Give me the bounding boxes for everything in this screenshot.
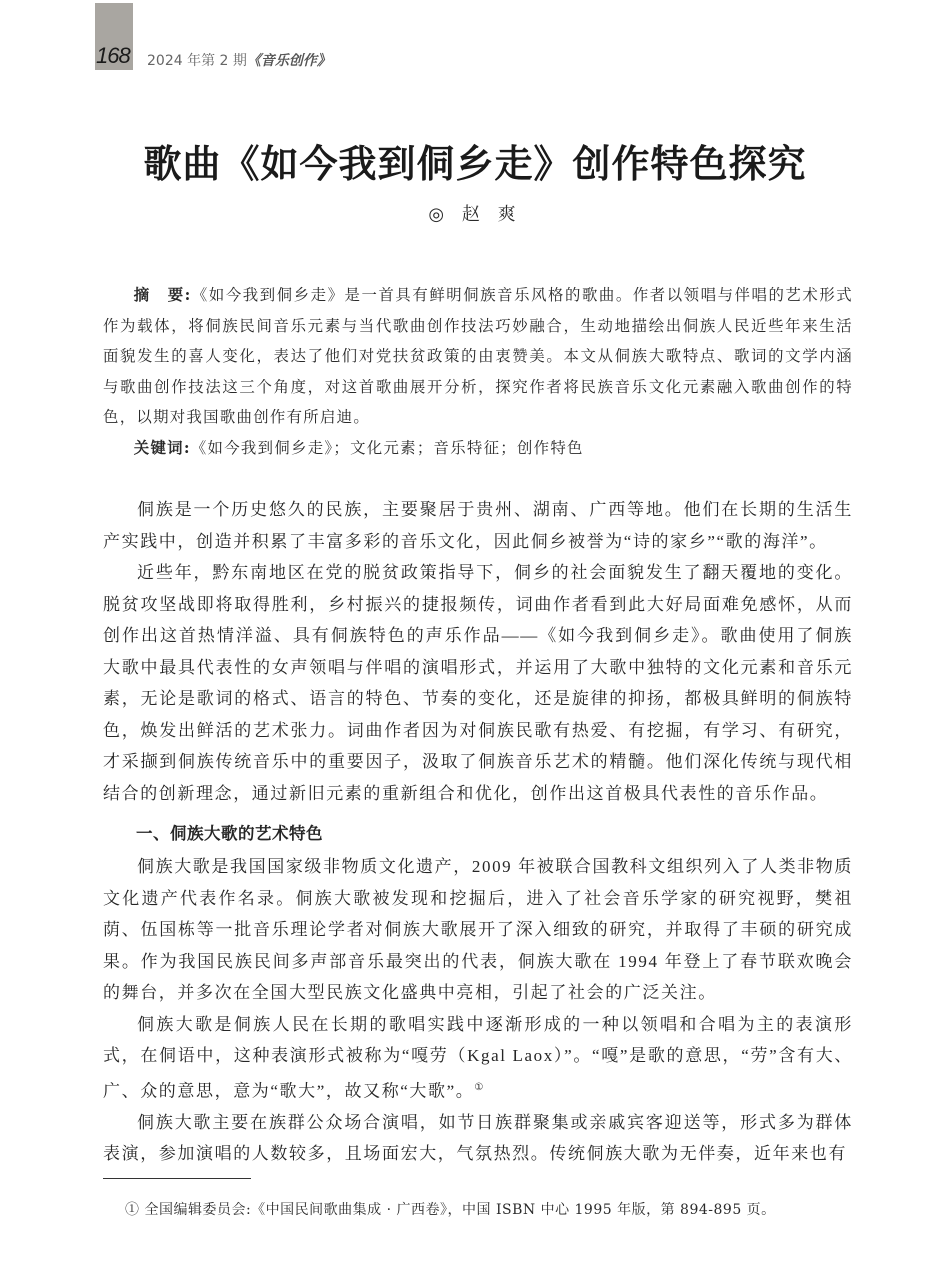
body-paragraph: 侗族大歌主要在族群公众场合演唱，如节日族群聚集或亲戚宾客迎送等，形式多为群体表演，参加演唱的人数较多，且场面宏大，气氛热烈。传统侗族大歌为无伴奏，近年来也有 (103, 1112, 853, 1164)
author-name: 赵 爽 (461, 204, 522, 225)
body-paragraph-text: 侗族大歌是侗族人民在长期的歌唱实践中逐渐形成的一种以领唱和合唱为主的表演形式，在侗语中，这种表演形式被称为“嘎劳（Kgal Laox）”。“嘎”是歌的意思，“劳”含有大、广、众的意思，意为“歌大”，故又称“大歌”。 (103, 1014, 853, 1101)
body-paragraph: 近些年，黔东南地区在党的脱贫政策指导下，侗乡的社会面貌发生了翻天覆地的变化。脱贫攻坚战即将取得胜利，乡村振兴的捷报频传，词曲作者看到此大好局面难免感怀，从而创作出这首热情洋溢、具有侗族特色的声乐作品——《如今我到侗乡走》。歌曲使用了侗族大歌中最具代表性的女声领唱与伴唱的演唱形式，并运用了大歌中独特的文化元素和音乐元素，无论是歌词的格式、语言的特色、节奏的变化，还是旋律的抑扬，都极具鲜明的侗族特色，焕发出鲜活的艺术张力。词曲作者因为对侗族民歌有热爱、有挖掘，有学习、有研究，才采撷到侗族传统音乐中的重要因子，汲取了侗族音乐艺术的精髓。他们深化传统与现代相结合的创新理念，通过新旧元素的重新组合和优化，创作出这首极具代表性的音乐作品。 (103, 563, 853, 803)
footnote: ① 全国编辑委员会:《中国民间歌曲集成 · 广西卷》，中国 ISBN 中心 1995 年版，第 894-895 页。 (125, 1202, 776, 1218)
abstract-paragraph (103, 280, 853, 433)
keywords-label: 关键词: (133, 438, 191, 457)
section-heading: 一、侗族大歌的艺术特色 (136, 824, 323, 843)
issue-label: 2024 年第 2 期 (147, 53, 247, 69)
body-paragraph: 侗族大歌是我国国家级非物质文化遗产，2009 年被联合国教科文组织列入了人类非物质文化遗产代表作名录。侗族大歌被发现和挖掘后，进入了社会音乐学家的研究视野，樊祖荫、伍国栋等一批音乐理论学者对侗族大歌展开了深入细致的研究，并取得了丰硕的研究成果。作为我国民族民间多声部音乐最突出的代表，侗族大歌在 1994 年登上了春节联欢晚会的舞台，并多次在全国大型民族文化盛典中亮相，引起了社会的广泛关注。 (103, 857, 853, 1002)
footnote-reference[interactable]: ① (474, 1081, 485, 1093)
author-line (0, 200, 950, 226)
abstract-label: 摘 要: (133, 286, 192, 304)
page-number: 168 (96, 43, 130, 68)
keywords-text: 《如今我到侗乡走》；文化元素；音乐特征；创作特色 (190, 438, 584, 457)
abstract-block (103, 280, 853, 463)
footnote-divider (103, 1178, 251, 1179)
abstract-text: 《如今我到侗乡走》是一首具有鲜明侗族音乐风格的歌曲。作者以领唱与伴唱的艺术形式作为载体，将侗族民间音乐元素与当代歌曲创作技法巧妙融合，生动地描绘出侗族人民近些年来生活面貌发生的喜人变化，表达了他们对党扶贫政策的由衷赞美。本文从侗族大歌特点、歌词的文学内涵与歌曲创作技法这三个角度，对这首歌曲展开分析，探究作者将民族音乐文化元素融入歌曲创作的特色，以期对我国歌曲创作有所启迪。 (103, 286, 853, 426)
author-symbol-icon: ◎ (428, 204, 451, 225)
running-header (147, 50, 331, 70)
article-title: 歌曲《如今我到侗乡走》创作特色探究 (143, 142, 807, 186)
journal-name: 《音乐创作》 (246, 53, 331, 69)
body-paragraph (103, 1009, 853, 1107)
keywords-paragraph (103, 433, 853, 464)
article-body (103, 494, 853, 1170)
body-paragraph: 侗族是一个历史悠久的民族，主要聚居于贵州、湖南、广西等地。他们在长期的生活生产实践中，创造并积累了丰富多彩的音乐文化，因此侗乡被誉为“诗的家乡”“歌的海洋”。 (103, 500, 853, 551)
